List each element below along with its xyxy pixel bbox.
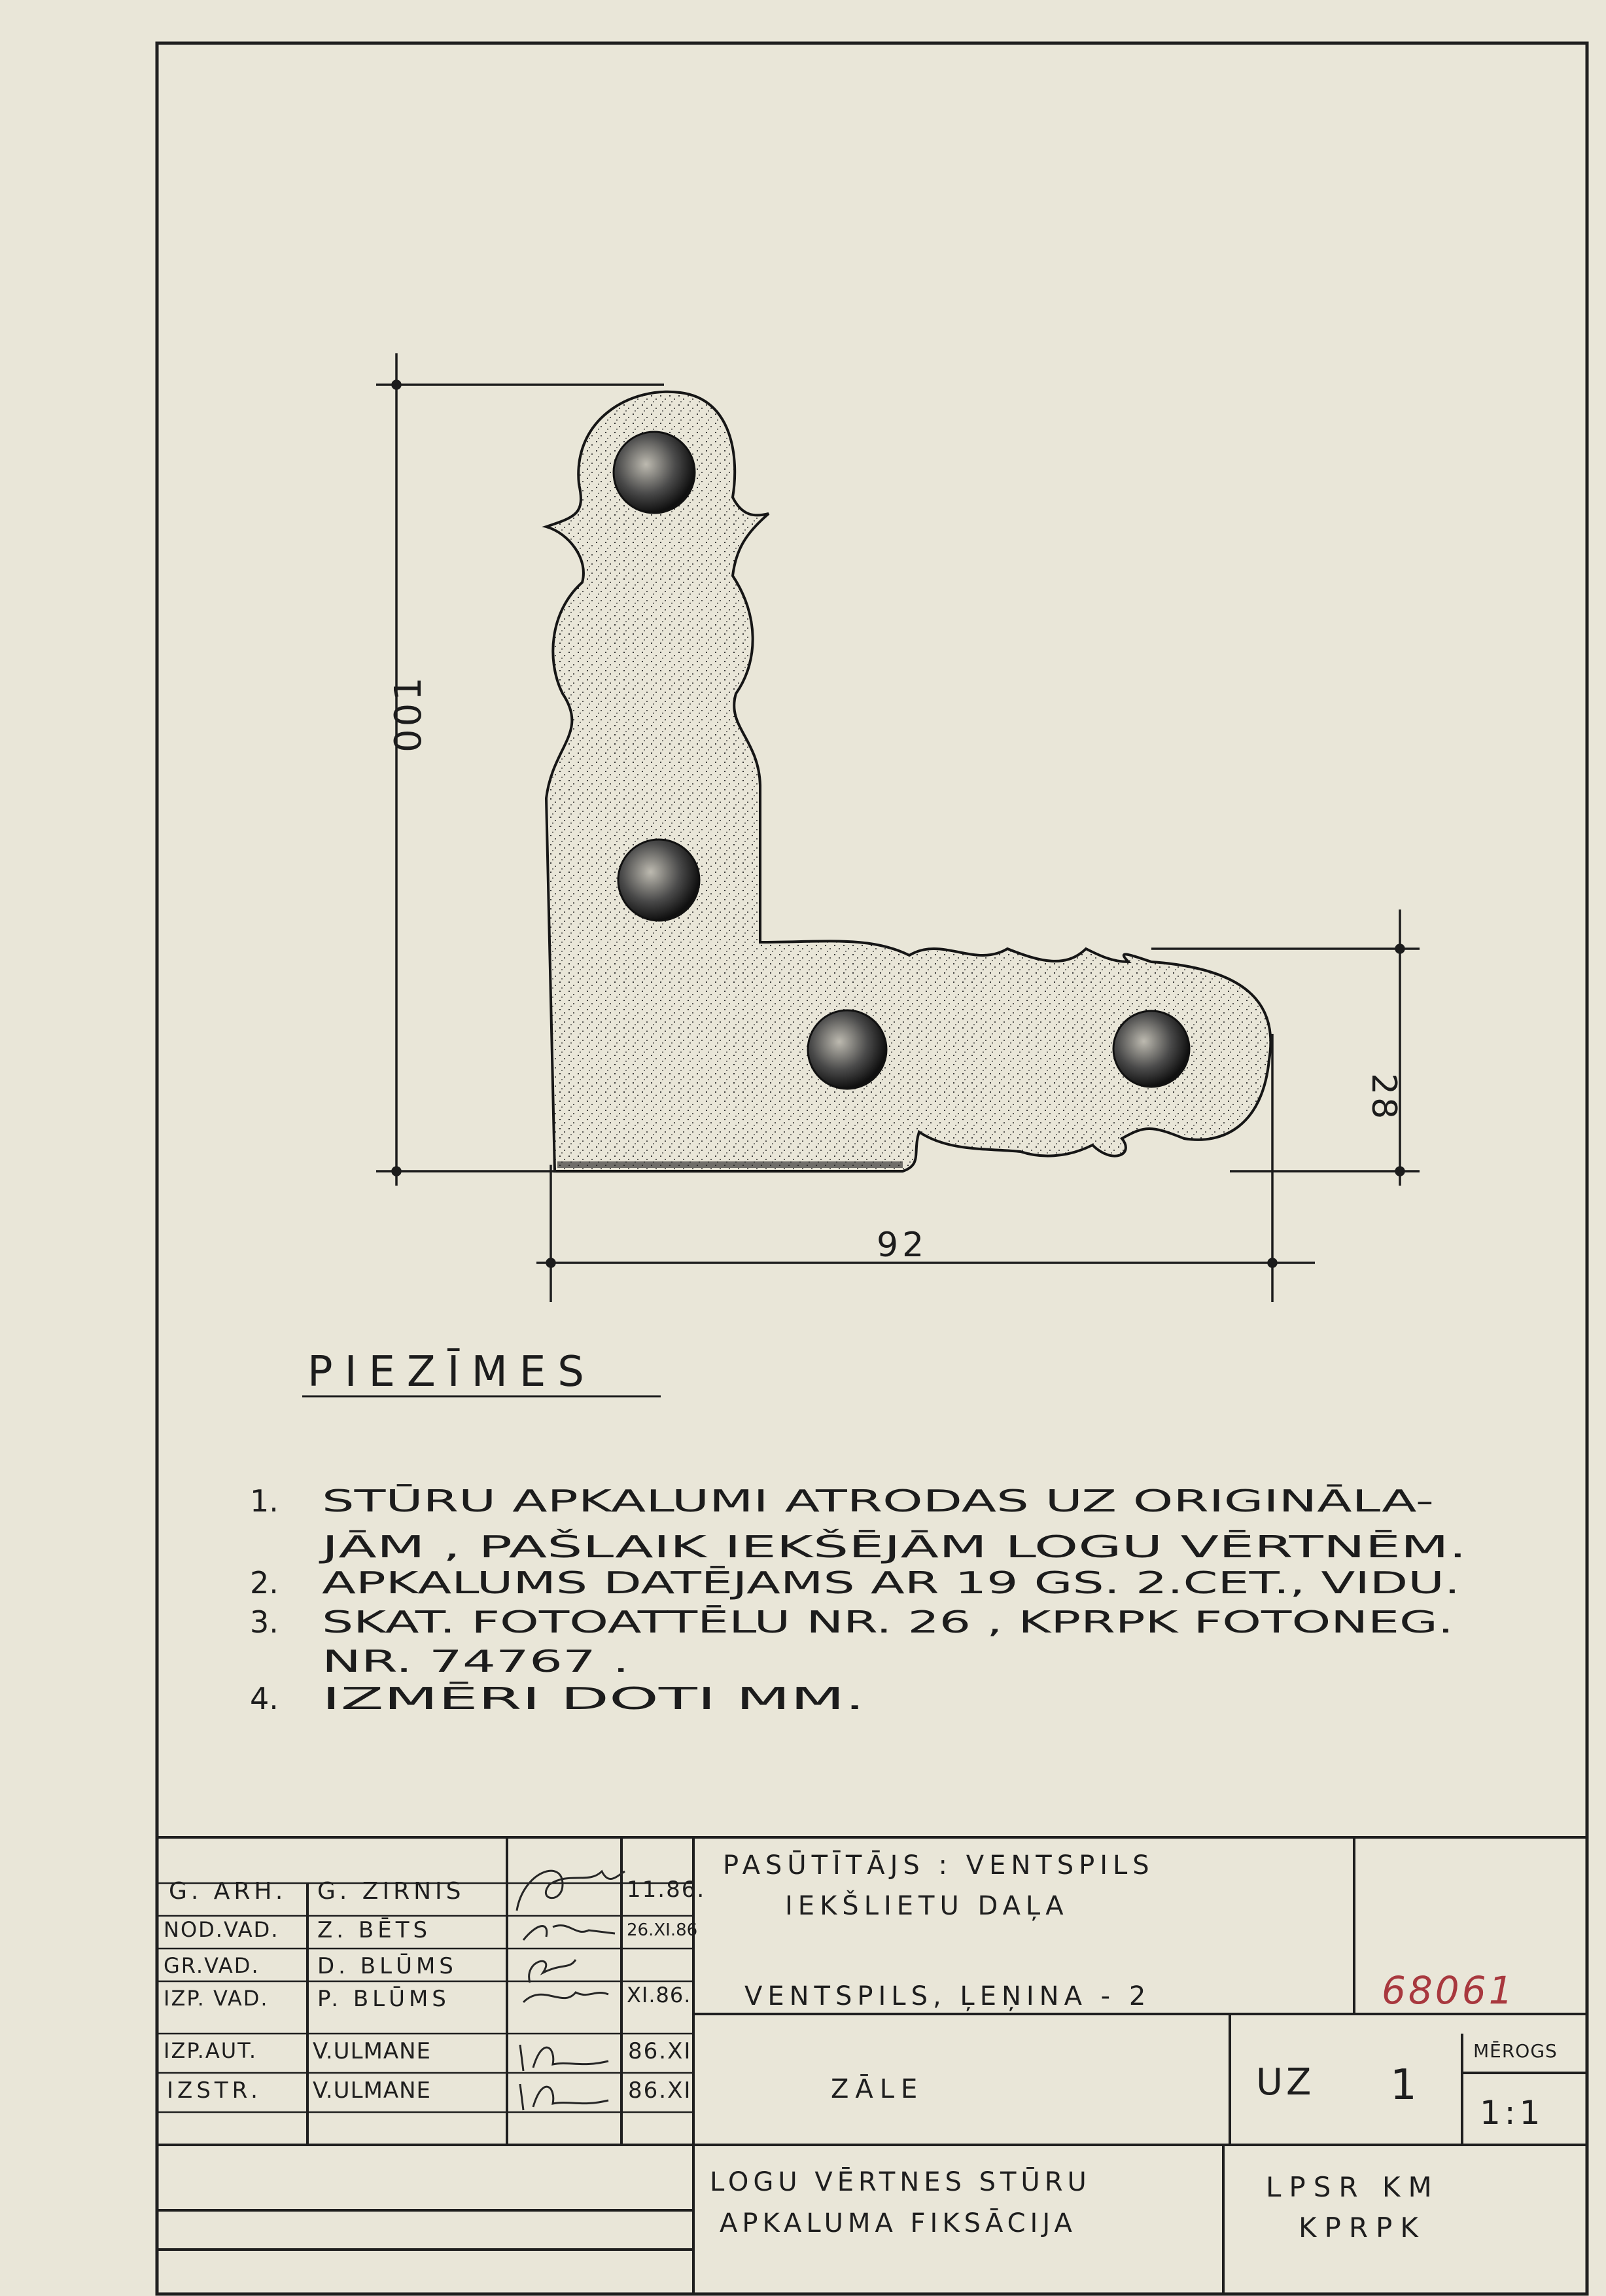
- staff-role: IZSTR.: [167, 2077, 262, 2104]
- client-line: IEKŠLIETU DAĻA: [785, 1891, 1069, 1921]
- rivet: [614, 432, 695, 513]
- staff-name: V.ULMANE: [313, 2077, 432, 2104]
- staff-role: NOD.VAD.: [164, 1917, 279, 1942]
- note-line: STŪRU APKALUMI ATRODAS UZ ORIGINĀLA-: [322, 1483, 1434, 1519]
- scale-value: 1:1: [1480, 2094, 1545, 2132]
- drawing-number: 68061: [1382, 1968, 1516, 2013]
- rivet: [808, 1010, 886, 1089]
- object-address: VENTSPILS, ĻEŅINA - 2: [744, 1981, 1151, 2011]
- staff-date: 11.86.: [627, 1877, 706, 1903]
- note-line: JĀM , PAŠLAIK IEKŠĒJĀM LOGU VĒRTNĒM.: [322, 1529, 937, 1564]
- corner-fitting: [546, 392, 1270, 1171]
- note-number: 4.: [250, 1681, 279, 1716]
- note-number: 2.: [250, 1565, 279, 1600]
- signatures: [517, 1871, 625, 2110]
- drawing-title-line: LOGU VĒRTNES STŪRU: [710, 2167, 1091, 2197]
- org-line: LPSR KM: [1266, 2171, 1440, 2203]
- staff-role: GR.VAD.: [164, 1953, 260, 1978]
- staff-name: Z. BĒTS: [317, 1917, 432, 1943]
- notes-heading: PIEZĪMES: [307, 1348, 596, 1396]
- note-line: NR. 74767 .: [322, 1644, 629, 1679]
- dimension-arm-label: 28: [1364, 1073, 1403, 1122]
- rivet: [1113, 1011, 1189, 1087]
- staff-date: 86.XI: [628, 2077, 692, 2104]
- note-line: SKAT. FOTOATTĒLU NR. 26 , KPRPK FOTONEG.: [322, 1604, 1454, 1640]
- staff-date: 26.XI.86: [627, 1920, 698, 1940]
- drawing-title-line: APKALUMA FIKSĀCIJA: [720, 2208, 1077, 2238]
- dimension-width-label: 92: [877, 1226, 928, 1265]
- staff-role: IZP.AUT.: [164, 2038, 258, 2063]
- note-line: APKALUMS DATĒJAMS AR 19 GS. 2.CET., VIDU.: [322, 1565, 1460, 1600]
- staff-name: G. ZIRNIS: [317, 1878, 465, 1905]
- client-line: PASŪTĪTĀJS : VENTSPILS: [723, 1850, 1155, 1881]
- room-name: ZĀLE: [831, 2074, 924, 2104]
- staff-role: IZP. VAD.: [164, 1986, 269, 2011]
- sheet-number: 1: [1390, 2061, 1421, 2110]
- staff-date: XI.86.: [627, 1983, 691, 2007]
- note-number: 1.: [250, 1483, 279, 1519]
- scale-label: MĒROGS: [1473, 2040, 1558, 2062]
- rivet: [618, 839, 699, 921]
- note-number: 3.: [250, 1604, 279, 1640]
- notes-list: [250, 1483, 1467, 1716]
- staff-role: G. ARH.: [169, 1878, 287, 1905]
- staff-date: 86.XI: [628, 2038, 692, 2064]
- org-line: KPRPK: [1299, 2212, 1426, 2244]
- staff-name: V.ULMANE: [313, 2038, 432, 2064]
- dimension-height-label: 001: [387, 675, 430, 752]
- note-line: IZMĒRI DOTI MM.: [322, 1681, 865, 1716]
- stage-code: UZ: [1256, 2061, 1316, 2104]
- staff-name: D. BLŪMS: [317, 1953, 457, 1979]
- staff-name: P. BLŪMS: [317, 1986, 450, 2012]
